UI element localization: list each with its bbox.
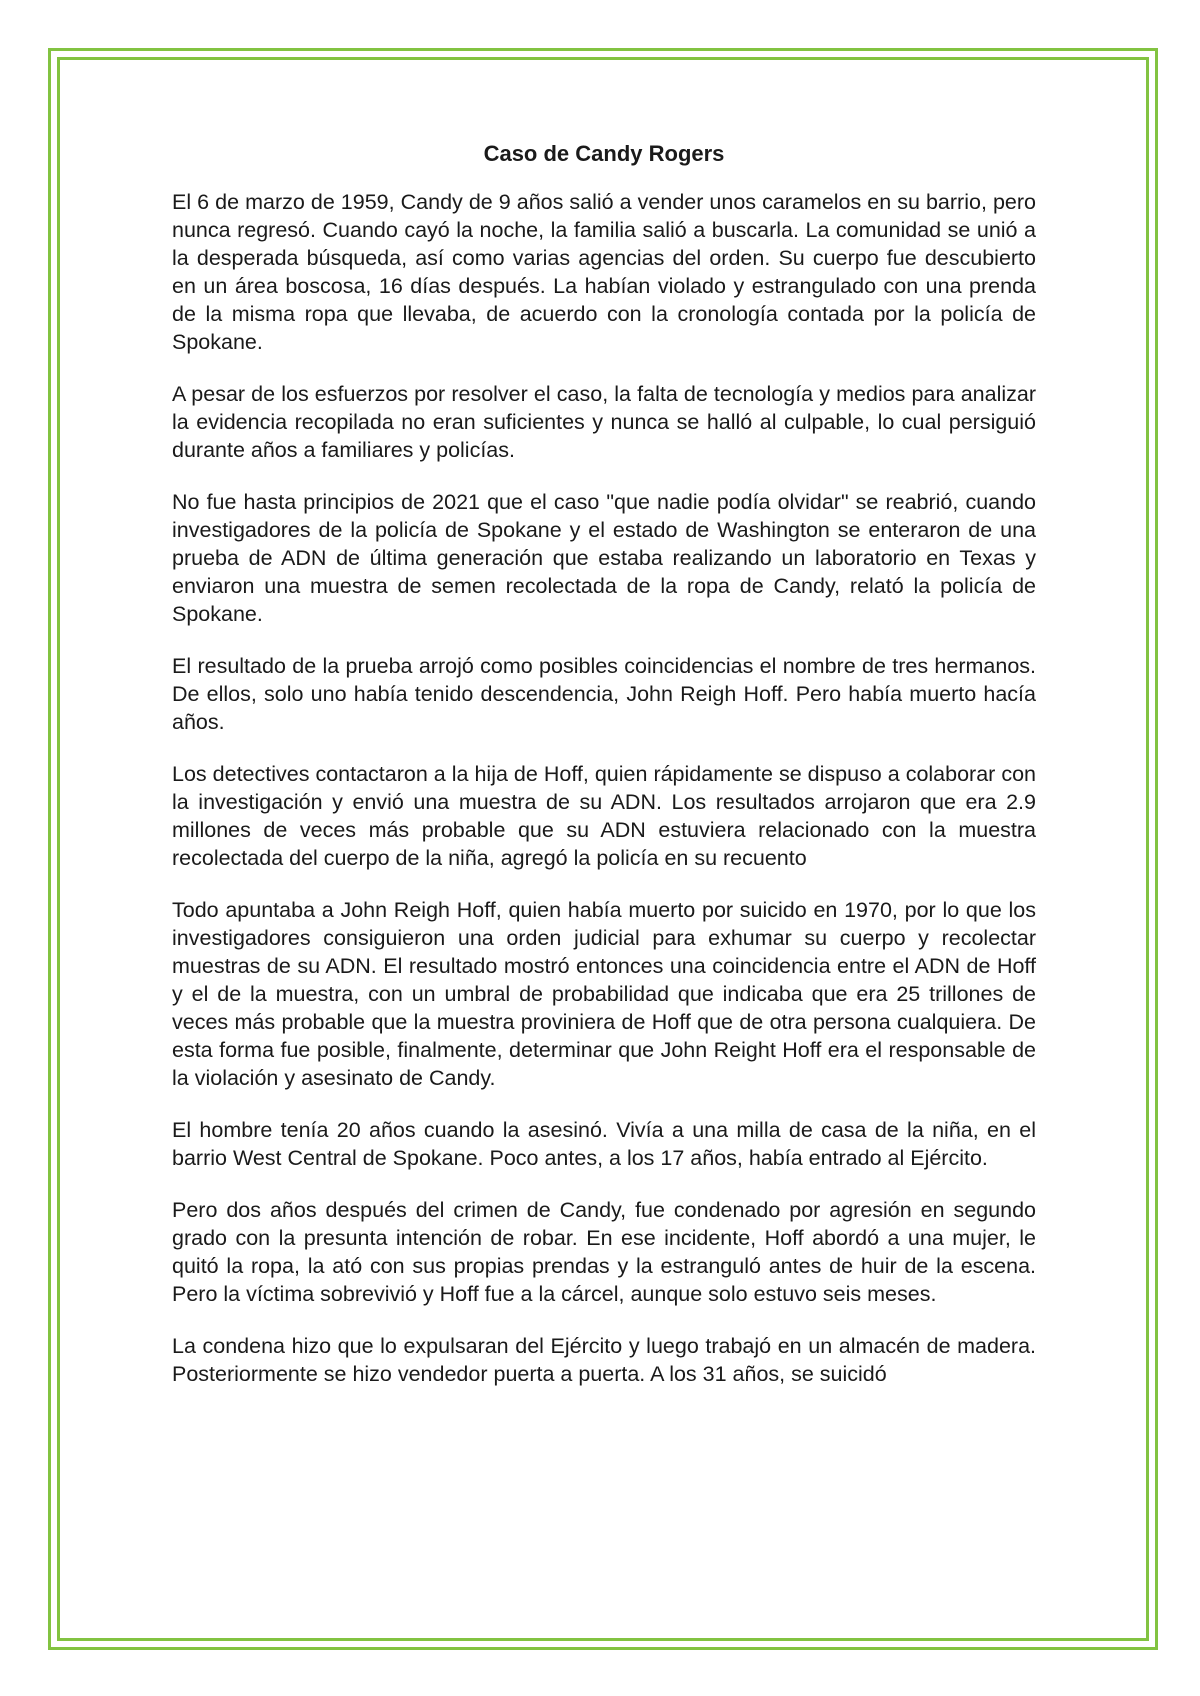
- paragraph-1: El 6 de marzo de 1959, Candy de 9 años salió a vender unos caramelos en su barrio, pero nunca regresó. Cuando cayó la noche, la familia salió a buscarla. La comunidad se unió a la desperada búsqueda, así como varias agencias del orden. Su cuerpo fue descubierto en un área boscosa, 16 días después. La habían violado y estrangulado con una prenda de la misma ropa que llevaba, de acuerdo con la cronología contada por la policía de Spokane.: [172, 190, 1036, 354]
- paragraph-3: No fue hasta principios de 2021 que el caso "que nadie podía olvidar" se reabrió, cuando investigadores de la policía de Spokane y el estado de Washington se enteraron de una prueba de ADN de última generación que estaba realizando un laboratorio en Texas y enviaron una muestra de semen recolectada de la ropa de Candy, relató la policía de Spokane.: [172, 490, 1036, 626]
- paragraph-2: A pesar de los esfuerzos por resolver el caso, la falta de tecnología y medios para analizar la evidencia recopilada no eran suficientes y nunca se halló al culpable, lo cual persiguió durante años a familiares y policías.: [172, 382, 1036, 462]
- paragraph-6: Todo apuntaba a John Reigh Hoff, quien había muerto por suicido en 1970, por lo que los investigadores consiguieron una orden judicial para exhumar su cuerpo y recolectar muestras de su ADN. El resultado mostró entonces una coincidencia entre el ADN de Hoff y el de la muestra, con un umbral de probabilidad que indicaba que era 25 trillones de veces más probable que la muestra proviniera de Hoff que de otra persona cualquiera. De esta forma fue posible, finalmente, determinar que John Reight Hoff era el responsable de la violación y asesinato de Candy.: [172, 898, 1036, 1090]
- document-body: [172, 140, 1036, 1412]
- paragraph-4: El resultado de la prueba arrojó como posibles coincidencias el nombre de tres hermanos. De ellos, solo uno había tenido descendencia, John Reigh Hoff. Pero había muerto hacía años.: [172, 654, 1036, 734]
- paragraph-7: El hombre tenía 20 años cuando la asesinó. Vivía a una milla de casa de la niña, en el barrio West Central de Spokane. Poco antes, a los 17 años, había entrado al Ejército.: [172, 1118, 1036, 1170]
- paragraph-8: Pero dos años después del crimen de Candy, fue condenado por agresión en segundo grado con la presunta intención de robar. En ese incidente, Hoff abordó a una mujer, le quitó la ropa, la ató con sus propias prendas y la estranguló antes de huir de la escena. Pero la víctima sobrevivió y Hoff fue a la cárcel, aunque solo estuvo seis meses.: [172, 1198, 1036, 1306]
- document-title: Caso de Candy Rogers: [483, 141, 725, 166]
- paragraph-5: Los detectives contactaron a la hija de Hoff, quien rápidamente se dispuso a colaborar con la investigación y envió una muestra de su ADN. Los resultados arrojaron que era 2.9 millones de veces más probable que su ADN estuviera relacionado con la muestra recolectada del cuerpo de la niña, agregó la policía en su recuento: [172, 762, 1036, 870]
- paragraph-9: La condena hizo que lo expulsaran del Ejército y luego trabajó en un almacén de madera. Posteriormente se hizo vendedor puerta a puerta. A los 31 años, se suicidó: [172, 1334, 1036, 1386]
